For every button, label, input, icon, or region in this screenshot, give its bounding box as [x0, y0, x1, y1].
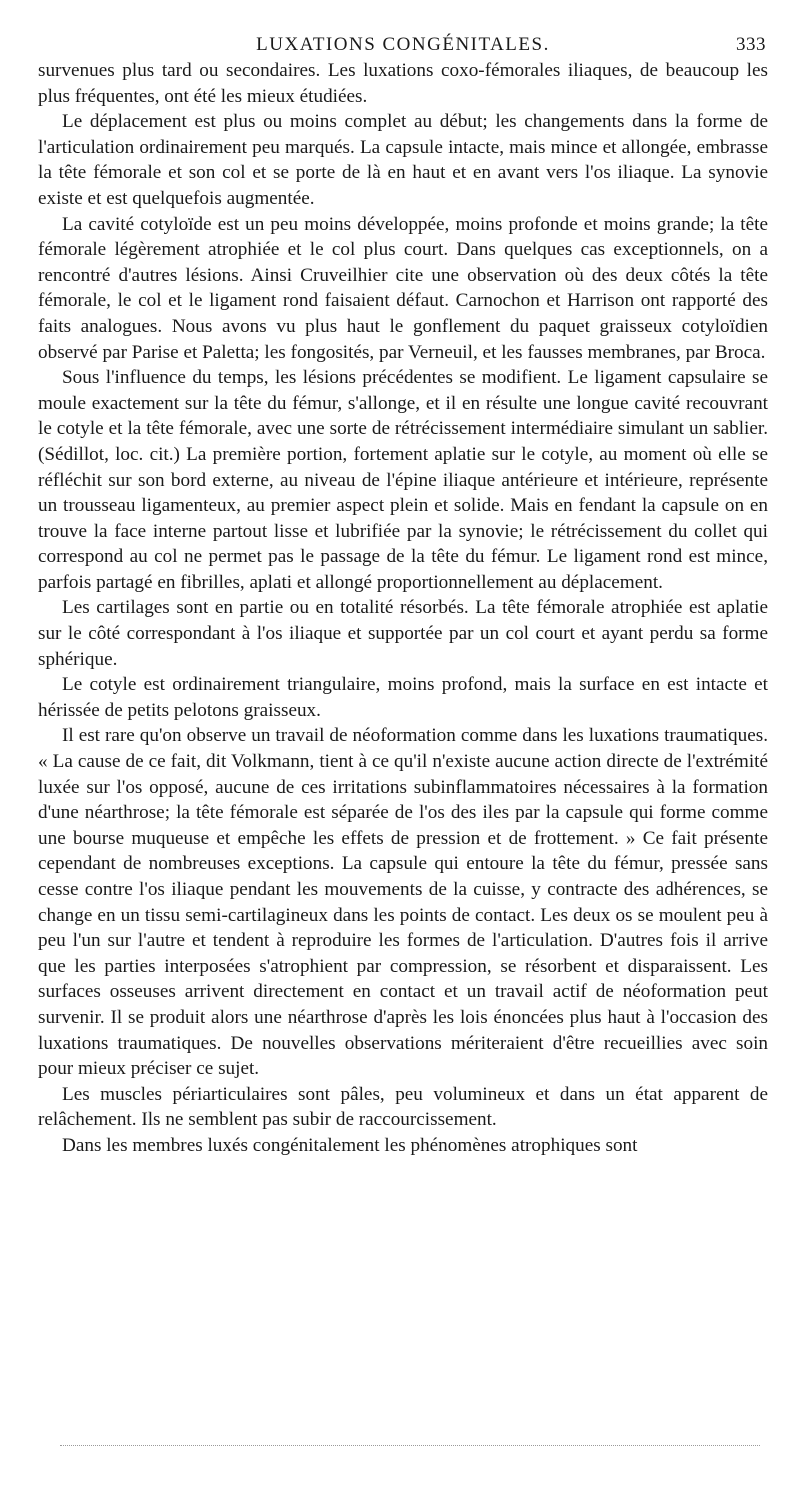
paragraph: Il est rare qu'on observe un travail de néoformation comme dans les luxations traumatiques. « La cause de ce fait, dit Volkmann, tient à ce qu'il n'existe aucune action directe de l'extrémité luxée sur l'os opposé, aucune de ces irritations subinflammatoires nécessaires à la formation d'une néarthrose; la tête fémorale est séparée de l'os des iles par la capsule qui forme comme une bourse muqueuse et empêche les effets de pression et de frottement. » Ce fait présente cependant de nombreuses exceptions. La capsule qui entoure la tête du fémur, pressée sans cesse contre l'os iliaque pendant les mouvements de la cuisse, y contracte des adhérences, se change en un tissu semi-cartilagineux dans les points de contact. Les deux os se moulent peu à peu l'un sur l'autre et tendent à reproduire les formes de l'articulation. D'autres fois il arrive que les parties interposées s'atrophient par compression, se résorbent et disparaissent. Les surfaces osseuses arrivent directement en contact et un travail actif de néoformation peut survenir. Il se produit alors une néarthrose d'après les lois énoncées plus haut à l'occasion des luxations traumatiques. De nouvelles observations mériteraient d'être recueillies avec soin pour mieux préciser ce sujet.: [38, 725, 768, 1080]
book-page: [38, 28, 768, 1159]
running-head: [38, 28, 768, 58]
paragraph: Les cartilages sont en partie ou en totalité résorbés. La tête fémorale atrophiée est aplatie sur le côté correspondant à l'os iliaque et supportée par un col court et ayant perdu sa forme sphérique.: [38, 597, 768, 670]
page-bottom-divider: [60, 1445, 760, 1446]
body-text: [38, 58, 768, 1159]
paragraph: La cavité cotyloïde est un peu moins développée, moins profonde et moins grande; la tête fémorale légèrement atrophiée et le col plus court. Dans quelques cas exceptionnels, on a rencontré d'autres lésions. Ainsi Cruveilhier cite une observation où des deux côtés la tête fémorale, le col et le ligament rond faisaient défaut. Carnochon et Harrison ont rapporté des faits analogues. Nous avons vu plus haut le gonflement du paquet graisseux cotyloïdien observé par Parise et Paletta; les fongosités, par Verneuil, et les fausses membranes, par Broca.: [38, 213, 768, 363]
page-number: 333: [736, 34, 766, 55]
paragraph: survenues plus tard ou secondaires. Les luxations coxo-fémorales iliaques, de beaucoup les plus fréquentes, ont été les mieux étudiées.: [38, 60, 768, 107]
paragraph: Les muscles périarticulaires sont pâles, peu volumineux et dans un état apparent de relâchement. Ils ne semblent pas subir de raccourcissement.: [38, 1083, 768, 1131]
running-title: LUXATIONS CONGÉNITALES.: [256, 34, 550, 55]
paragraph: Le cotyle est ordinairement triangulaire, moins profond, mais la surface en est intacte et hérissée de petits pelotons graisseux.: [38, 674, 768, 721]
paragraph: Le déplacement est plus ou moins complet au début; les changements dans la forme de l'articulation ordinairement peu marqués. La capsule intacte, mais mince et allongée, embrasse la tête fémorale et son col et se porte de là en haut et en avant vers l'os iliaque. La synovie existe et est quelquefois augmentée.: [38, 111, 768, 209]
paragraph: Dans les membres luxés congénitalement les phénomènes atrophiques sont: [62, 1134, 638, 1156]
paragraph: Sous l'influence du temps, les lésions précédentes se modifient. Le ligament capsulaire se moule exactement sur la tête du fémur, s'allonge, et il en résulte une longue cavité recouvrant le cotyle et la tête fémorale, avec une sorte de rétrécissement intermédiaire simulant un sablier. (Sédillot, loc. cit.) La première portion, fortement aplatie sur le cotyle, au moment où elle se réfléchit sur son bord externe, au niveau de l'épine iliaque antérieure et intérieure, représente un trousseau ligamenteux, au premier aspect plein et solide. Mais en fendant la capsule on en trouve la face interne partout lisse et lubrifiée par la synovie; le rétrécissement du collet qui correspond au col ne permet pas le passage de la tête du fémur. Le ligament rond est mince, parfois partagé en fibrilles, aplati et allongé proportionnellement au déplacement.: [38, 367, 768, 593]
